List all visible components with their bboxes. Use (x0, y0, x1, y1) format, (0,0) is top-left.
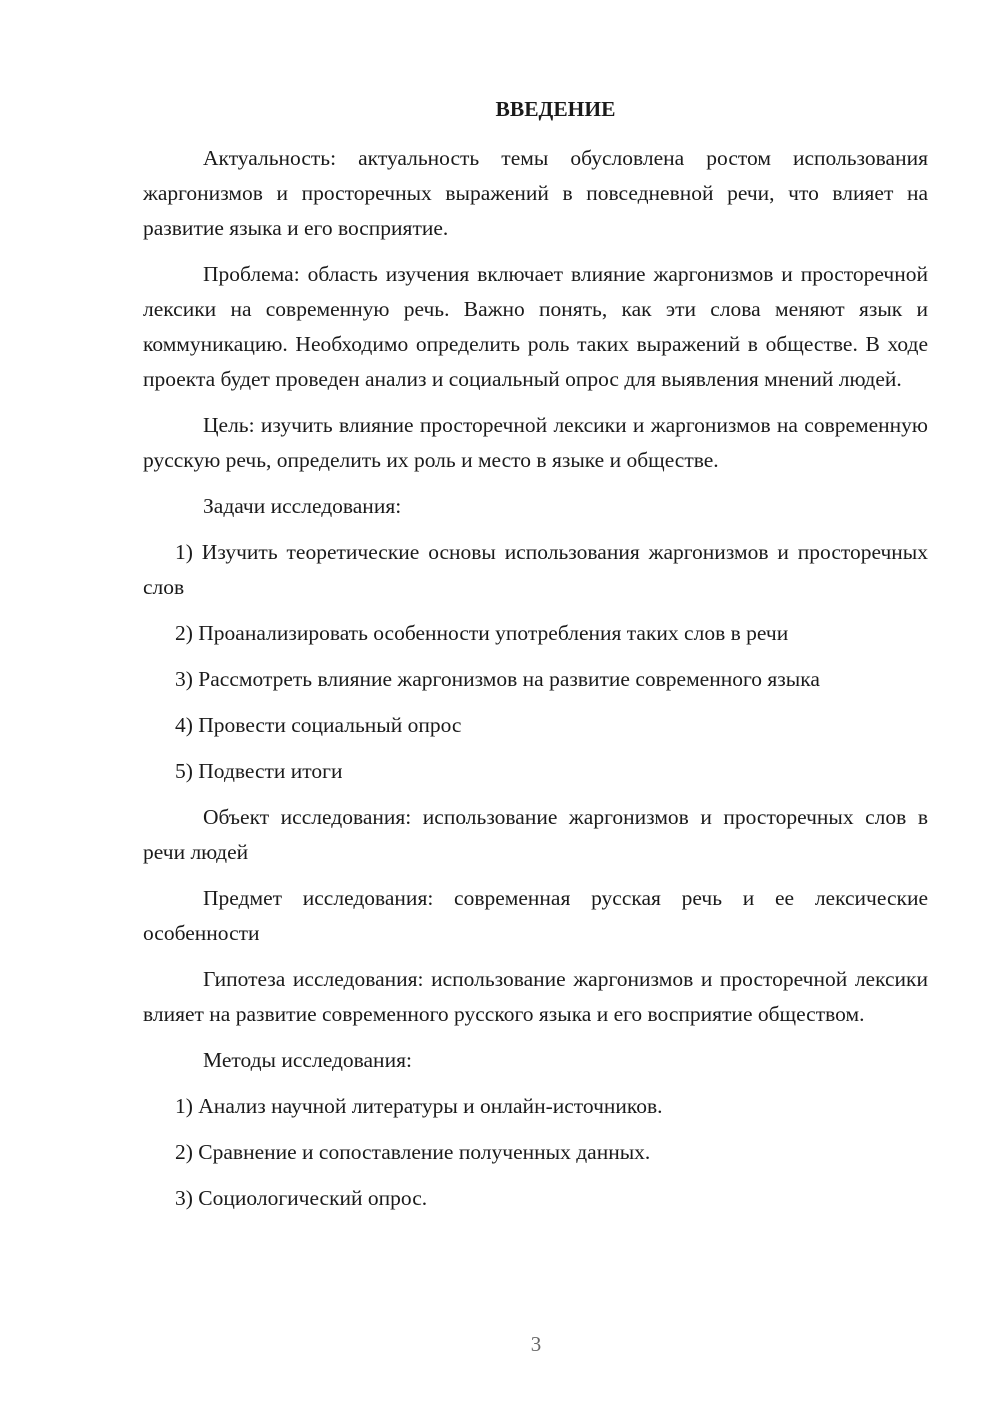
tasks-heading: Задачи исследования: (203, 494, 402, 518)
task-item: 5) Подвести итоги (175, 759, 343, 783)
task-item: 4) Провести социальный опрос (175, 713, 462, 737)
subject-paragraph: Предмет исследования: современная русская речь и ее лексические особенности (143, 886, 928, 945)
task-item: 1) Изучить теоретические основы использования жаргонизмов и просторечных слов (143, 540, 928, 599)
section-title: ВВЕДЕНИЕ (495, 97, 616, 121)
page-number: 3 (530, 1332, 542, 1356)
problem-paragraph: Проблема: область изучения включает влияние жаргонизмов и просторечной лексики на современную речь. Важно понять, как эти слова меняют язык и коммуникацию. Необходимо определить роль таких выражений в обществе. В ходе проекта будет проведен анализ и социальный опрос для выявления мнений людей. (143, 262, 928, 391)
method-item: 2) Сравнение и сопоставление полученных данных. (175, 1140, 651, 1164)
tasks-list (143, 535, 928, 789)
methods-heading: Методы исследования: (203, 1048, 412, 1072)
methods-list (143, 1089, 928, 1216)
object-paragraph: Объект исследования: использование жаргонизмов и просторечных слов в речи людей (143, 805, 928, 864)
task-item: 3) Рассмотреть влияние жаргонизмов на развитие современного языка (175, 667, 820, 691)
task-item: 2) Проанализировать особенности употребления таких слов в речи (175, 621, 789, 645)
hypothesis-paragraph: Гипотеза исследования: использование жаргонизмов и просторечной лексики влияет на развитие современного русского языка и его восприятие обществом. (143, 967, 928, 1026)
document-page (143, 92, 928, 1227)
method-item: 3) Социологический опрос. (175, 1186, 428, 1210)
relevance-paragraph: Актуальность: актуальность темы обусловлена ростом использования жаргонизмов и просторечных выражений в повседневной речи, что влияет на развитие языка и его восприятие. (143, 146, 928, 240)
method-item: 1) Анализ научной литературы и онлайн-источников. (175, 1094, 663, 1118)
goal-paragraph: Цель: изучить влияние просторечной лексики и жаргонизмов на современную русскую речь, определить их роль и место в языке и обществе. (143, 413, 928, 472)
